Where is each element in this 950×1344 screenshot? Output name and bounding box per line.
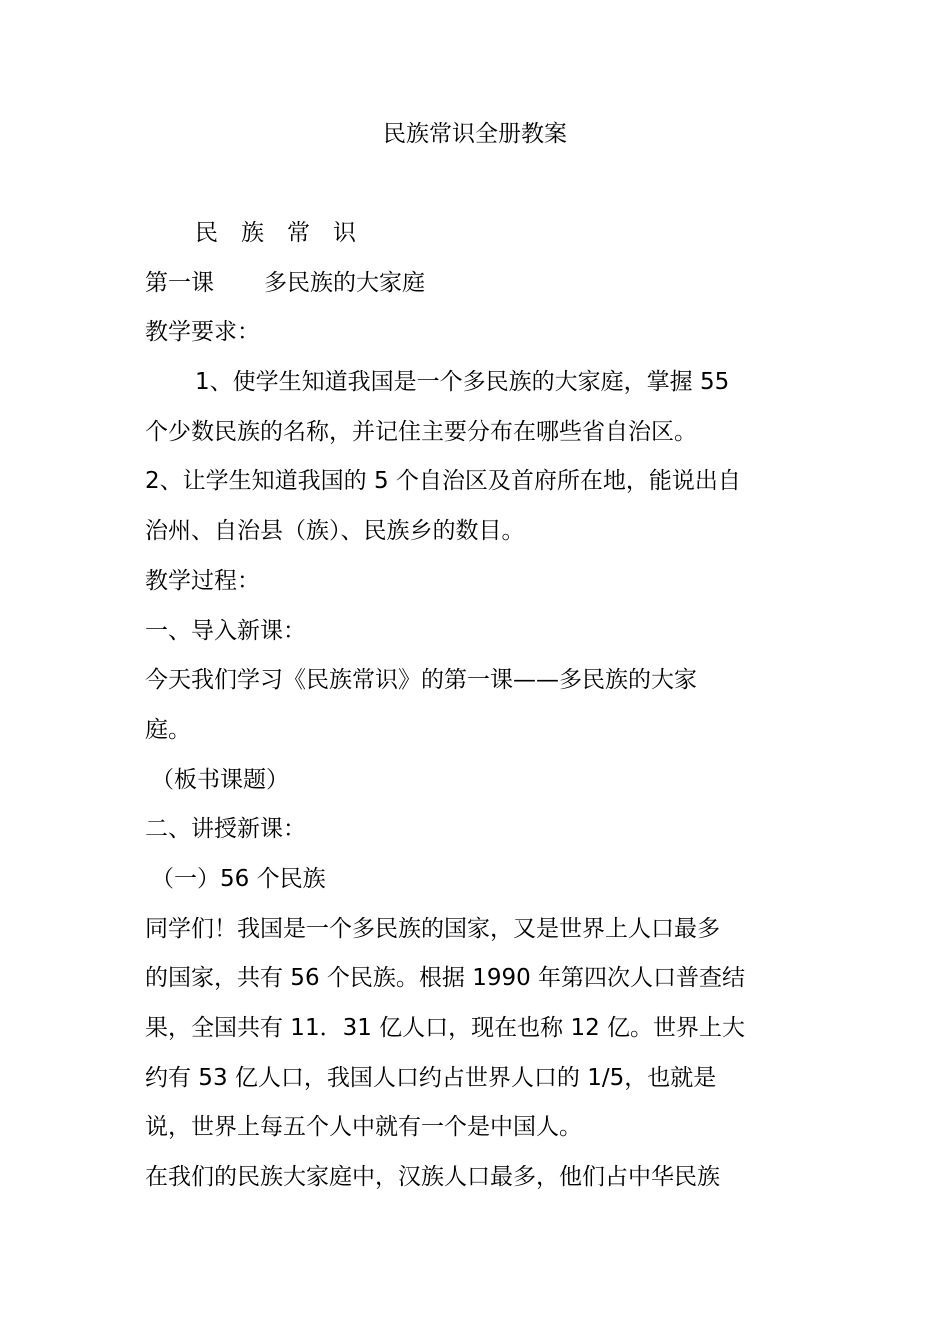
lesson-name: 多民族的大家庭 <box>264 269 425 296</box>
requirement-1-line-2: 个少数民族的名称，并记住主要分布在哪些省自治区。 <box>145 418 697 445</box>
requirement-2-line-2: 治州、自治县（族）、民族乡的数目。 <box>145 518 525 545</box>
paragraph-1-line-2: 的国家，共有 56 个民族。根据 1990 年第四次人口普查结 <box>145 965 746 992</box>
paragraph-2-line-1: 在我们的民族大家庭中，汉族人口最多，他们占中华民族 <box>145 1164 720 1191</box>
paragraph-1-line-4: 约有 53 亿人口，我国人口约占世界人口的 1/5，也就是 <box>145 1064 717 1091</box>
course-subtitle: 民 族 常 识 <box>195 220 356 246</box>
intro-line-2: 庭。 <box>145 716 191 743</box>
paragraph-1-line-3: 果，全国共有 11．31 亿人口，现在也称 12 亿。世界上大 <box>145 1015 746 1041</box>
board-note: （板书课题） <box>151 766 289 793</box>
lesson-heading <box>145 263 815 313</box>
step-2-heading: 二、讲授新课： <box>145 816 306 843</box>
requirement-1-line-1: 1、使学生知道我国是一个多民族的大家庭，掌握 55 <box>195 369 730 396</box>
section-1-heading: （一）56 个民族 <box>151 865 326 892</box>
paragraph-1-line-5: 说，世界上每五个人中就有一个是中国人。 <box>145 1114 582 1141</box>
lesson-number: 第一课 <box>145 269 214 296</box>
requirement-2-line-1: 2、让学生知道我国的 5 个自治区及首府所在地，能说出自 <box>145 468 741 495</box>
step-1-heading: 一、导入新课： <box>145 617 306 644</box>
intro-line-1: 今天我们学习《民族常识》的第一课——多民族的大家 <box>145 667 697 694</box>
requirements-heading: 教学要求： <box>145 319 260 346</box>
document-title: 民族常识全册教案 <box>383 121 567 147</box>
document-body <box>145 213 815 1207</box>
paragraph-1-line-1: 同学们！我国是一个多民族的国家，又是世界上人口最多 <box>145 915 720 942</box>
process-heading: 教学过程： <box>145 567 260 594</box>
